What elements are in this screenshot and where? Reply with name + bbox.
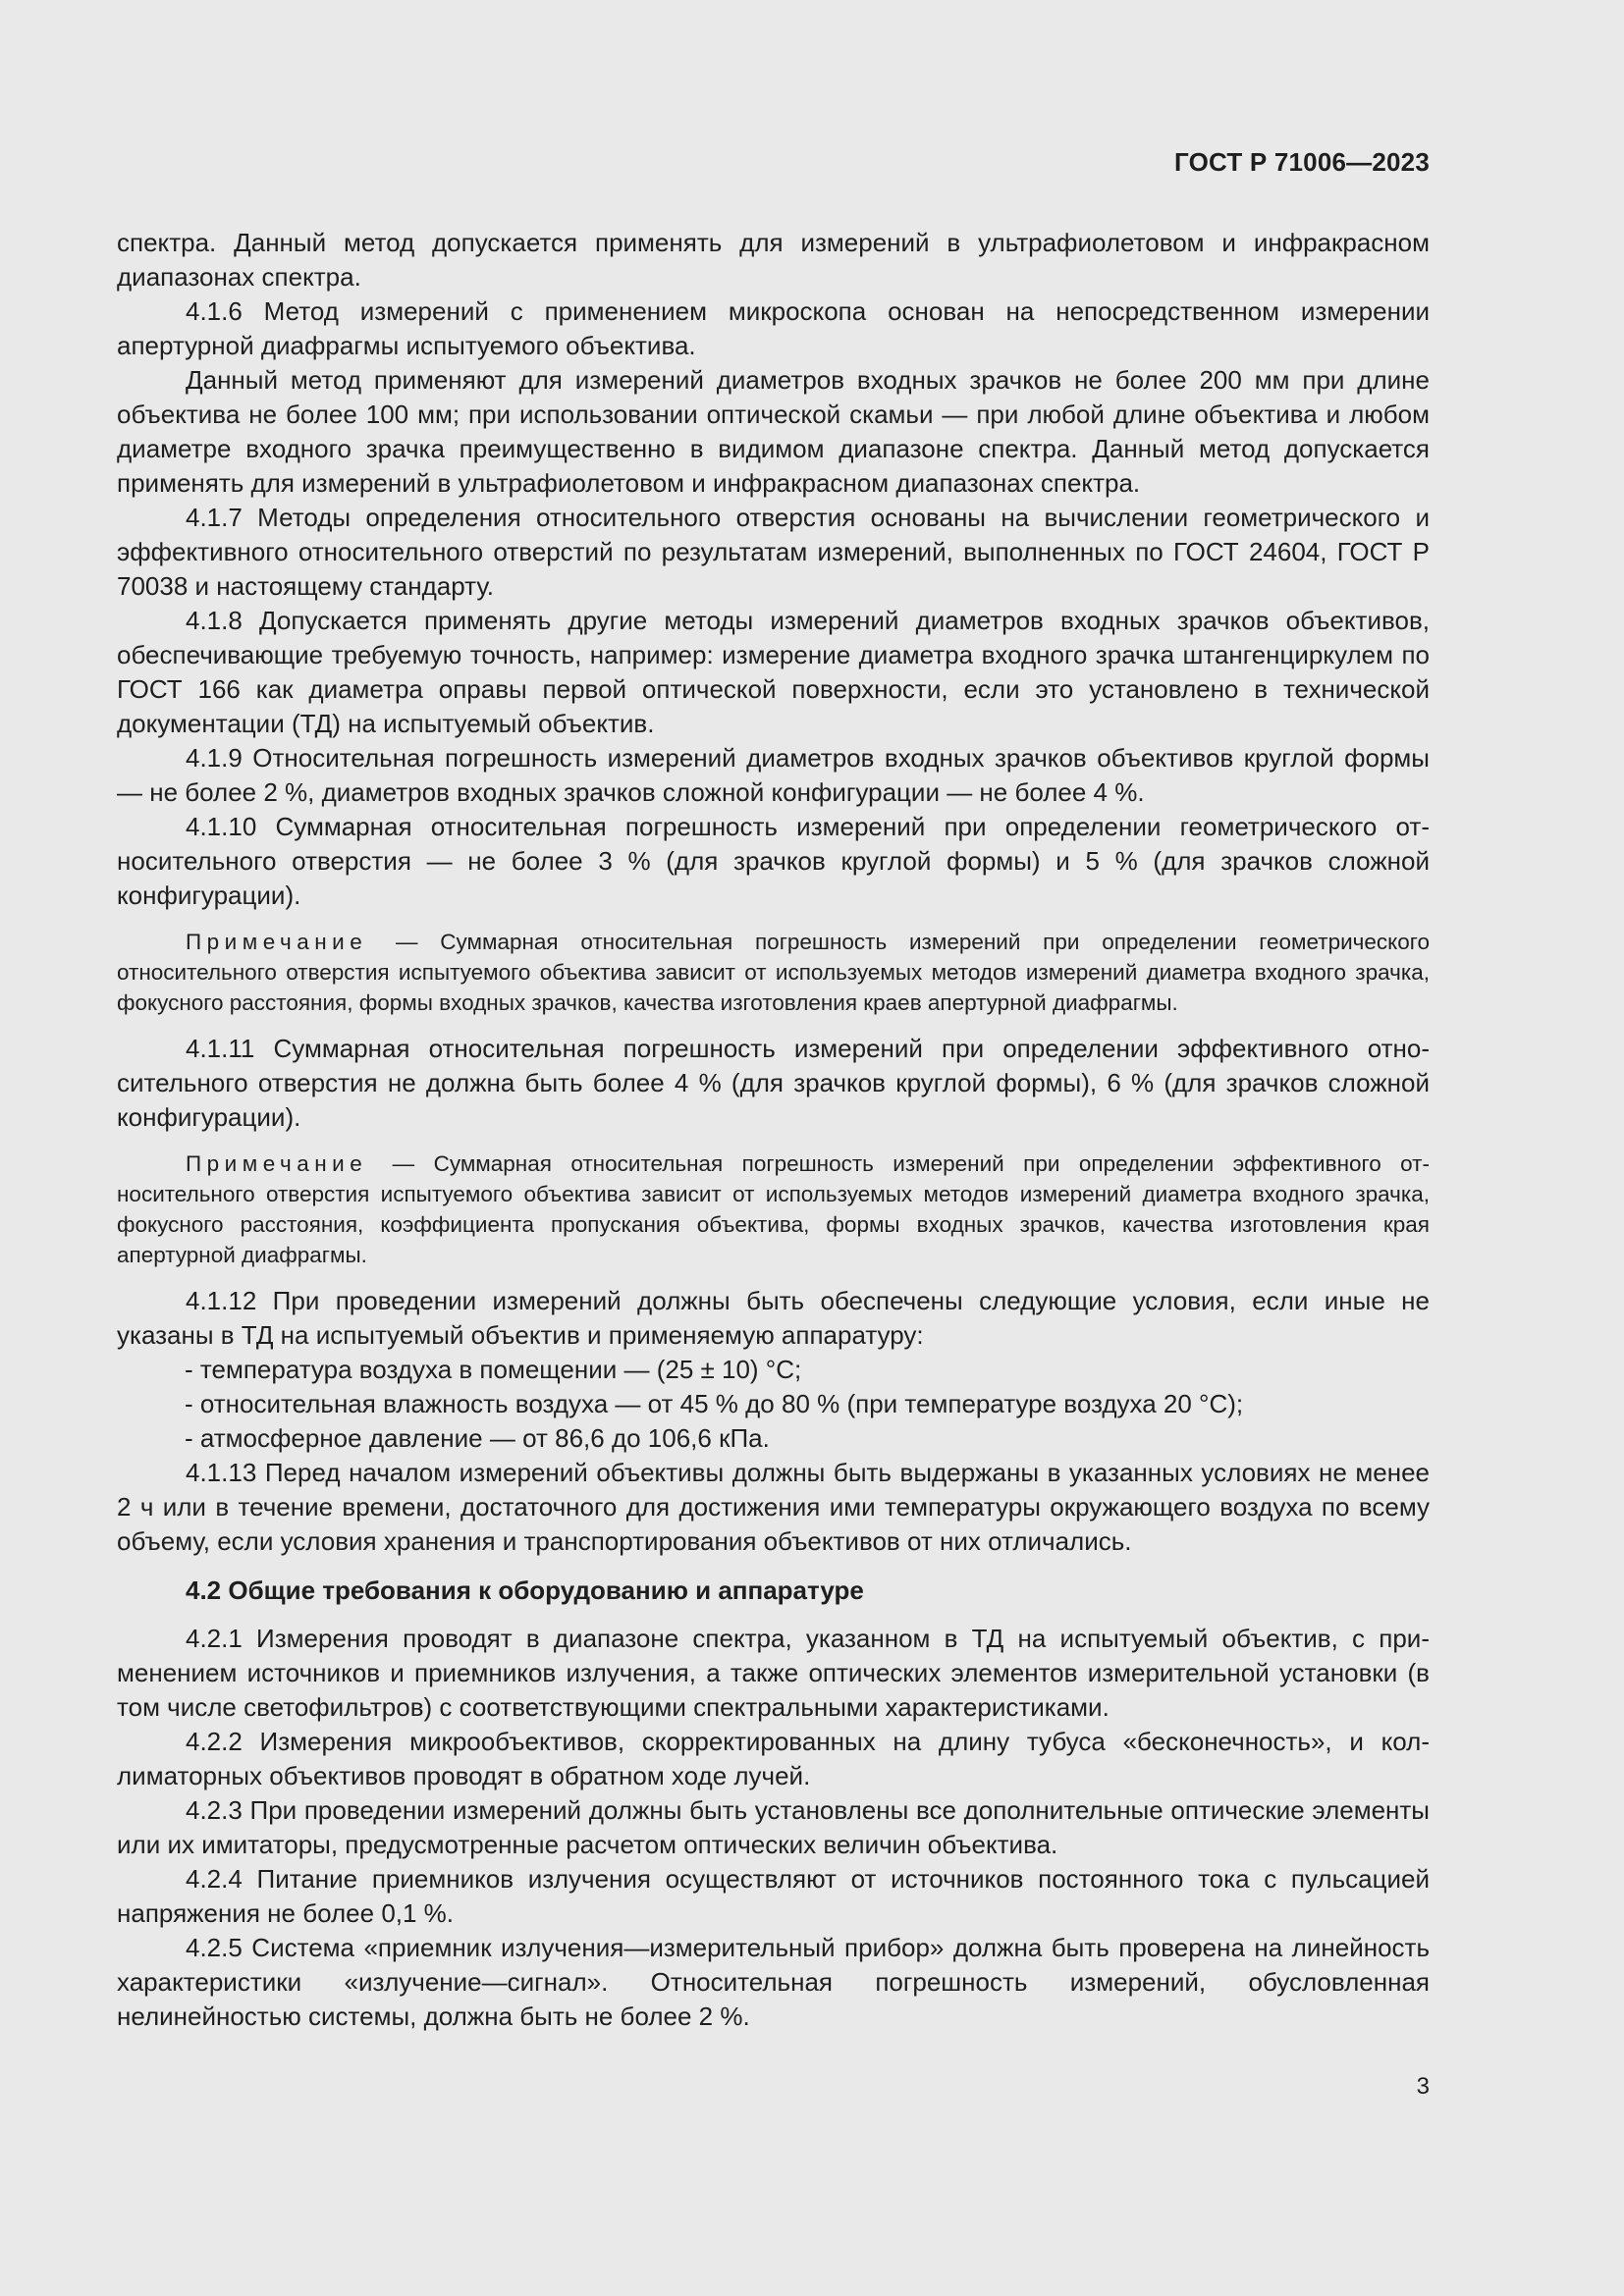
condition-list-item: - относительная влажность воздуха — от 45 % до 80 % (при температуре воздуха 20 °С); [185,1389,1244,1418]
clause-4-1-6: 4.1.6 Метод измерений с применением микроскопа основан на непосредственном измерении апертурной диафрагмы испытуемого объектива. [117,296,1430,360]
note-2 [117,1148,1430,1270]
page-number: 3 [1416,2073,1430,2100]
clause-4-2-5: 4.2.5 Система «приемник излучения—измерительный прибор» должна быть проверена на линейность характеристики «излучение—сигнал». Относительная погрешность измерений, обусловленная нелинейностью системы, должна быть не более 2 %. [117,1933,1430,2031]
condition-list-item: - атмосферное давление — от 86,6 до 106,6 кПа. [185,1423,770,1453]
note-label: Примечание [186,1151,368,1176]
paragraph-continuation: спектра. Данный метод допускается применять для измерений в ультрафиолетовом и инфракрасном диапазонах спектра. [117,228,1430,292]
clause-4-2-3: 4.2.3 При проведении измерений должны быть установлены все дополнительные оптические элементы или их имитаторы, предусмотренные расчетом оптических величин объектива. [117,1795,1430,1859]
clause-4-1-6-detail: Данный метод применяют для измерений диаметров входных зрачков не более 200 мм при длине объектива не более 100 мм; при использовании оптической скамьи — при любой длине объектива и любом диаметре входного зрачка преимущественно в видимом диапазоне спектра. Данный метод допускается применять для измерений в ультрафиолетовом и инфракрасном диапазонах спектра. [117,365,1430,498]
condition-list-item: - температура воздуха в помещении — (25 ± 10) °С; [185,1355,802,1384]
clause-4-1-9: 4.1.9 Относительная погрешность измерений диаметров входных зрачков объективов круглой формы — не более 2 %, диаметров входных зрачков сложной конфигурации — не более 4 %. [117,743,1430,807]
clause-4-2-1: 4.2.1 Измерения проводят в диапазоне спектра, указанном в ТД на испытуемый объектив, с применением источников и приемников излучения, а также оптических элементов измерительной установки (в том числе светофильтров) с соответствующими спектральными характеристиками. [117,1624,1430,1722]
clause-4-1-13: 4.1.13 Перед началом измерений объективы должны быть выдержаны в указанных условиях не менее 2 ч или в течение времени, достаточного для достижения ими температуры окружающего воздуха по всему объему, если условия хранения и транспортирования объективов от них отличались. [117,1458,1430,1556]
note-text: — Суммарная относительная погрешность измерений при определении эффективного относительного отверстия испытуемого объектива зависит от используемых методов измерений диаметра входного зрачка, фокусного расстояния, коэффициента пропускания объектива, формы входных зрачков, качества изготовления края апертурной диафрагмы. [117,1151,1430,1267]
note-text: — Суммарная относительная погрешность измерений при определении геометрического относительного отверстия испытуемого объектива зависит от используемых методов измерений диаметра входного зрачка, фокусного расстояния, формы входных зрачков, качества изготовления краев апертурной диафрагмы. [117,930,1430,1015]
clause-4-1-10: 4.1.10 Суммарная относительная погрешность измерений при определении геометрического относительного отверстия — не более 3 % (для зрачков круглой формы) и 5 % (для зрачков сложной конфигурации). [117,812,1430,910]
section-heading-4-2: 4.2 Общие требования к оборудованию и аппаратуре [186,1575,864,1605]
clause-4-1-11: 4.1.11 Суммарная относительная погрешность измерений при определении эффективного относительного отверстия не должна быть более 4 % (для зрачков круглой формы), 6 % (для зрачков сложной конфигурации). [117,1034,1430,1132]
clause-4-1-8: 4.1.8 Допускается применять другие методы измерений диаметров входных зрачков объективов, обеспечивающие требуемую точность, например: измерение диаметра входного зрачка штангенциркулем по ГОСТ 166 как диаметра оправы первой оптической поверхности, если это установлено в технической документации (ТД) на испытуемый объектив. [117,606,1430,738]
clause-4-1-7: 4.1.7 Методы определения относительного отверстия основаны на вычислении геометрического и эффективного относительного отверстий по результатам измерений, выполненных по ГОСТ 24604, ГОСТ Р 70038 и настоящему стандарту. [117,503,1430,601]
clause-4-2-2: 4.2.2 Измерения микрообъективов, скорректированных на длину тубуса «бесконечность», и коллиматорных объективов проводят в обратном ходе лучей. [117,1727,1430,1790]
clause-4-2-4: 4.2.4 Питание приемников излучения осуществляют от источников постоянного тока с пульсацией напряжения не более 0,1 %. [117,1864,1430,1928]
document-body [117,226,1430,2034]
note-1 [117,927,1430,1018]
clause-4-1-12: 4.1.12 При проведении измерений должны быть обеспечены следующие условия, если иные не указаны в ТД на испытуемый объектив и применяемую аппаратуру: [117,1286,1430,1350]
note-label: Примечание [186,930,368,954]
document-code-header: ГОСТ Р 71006—2023 [1174,147,1430,177]
